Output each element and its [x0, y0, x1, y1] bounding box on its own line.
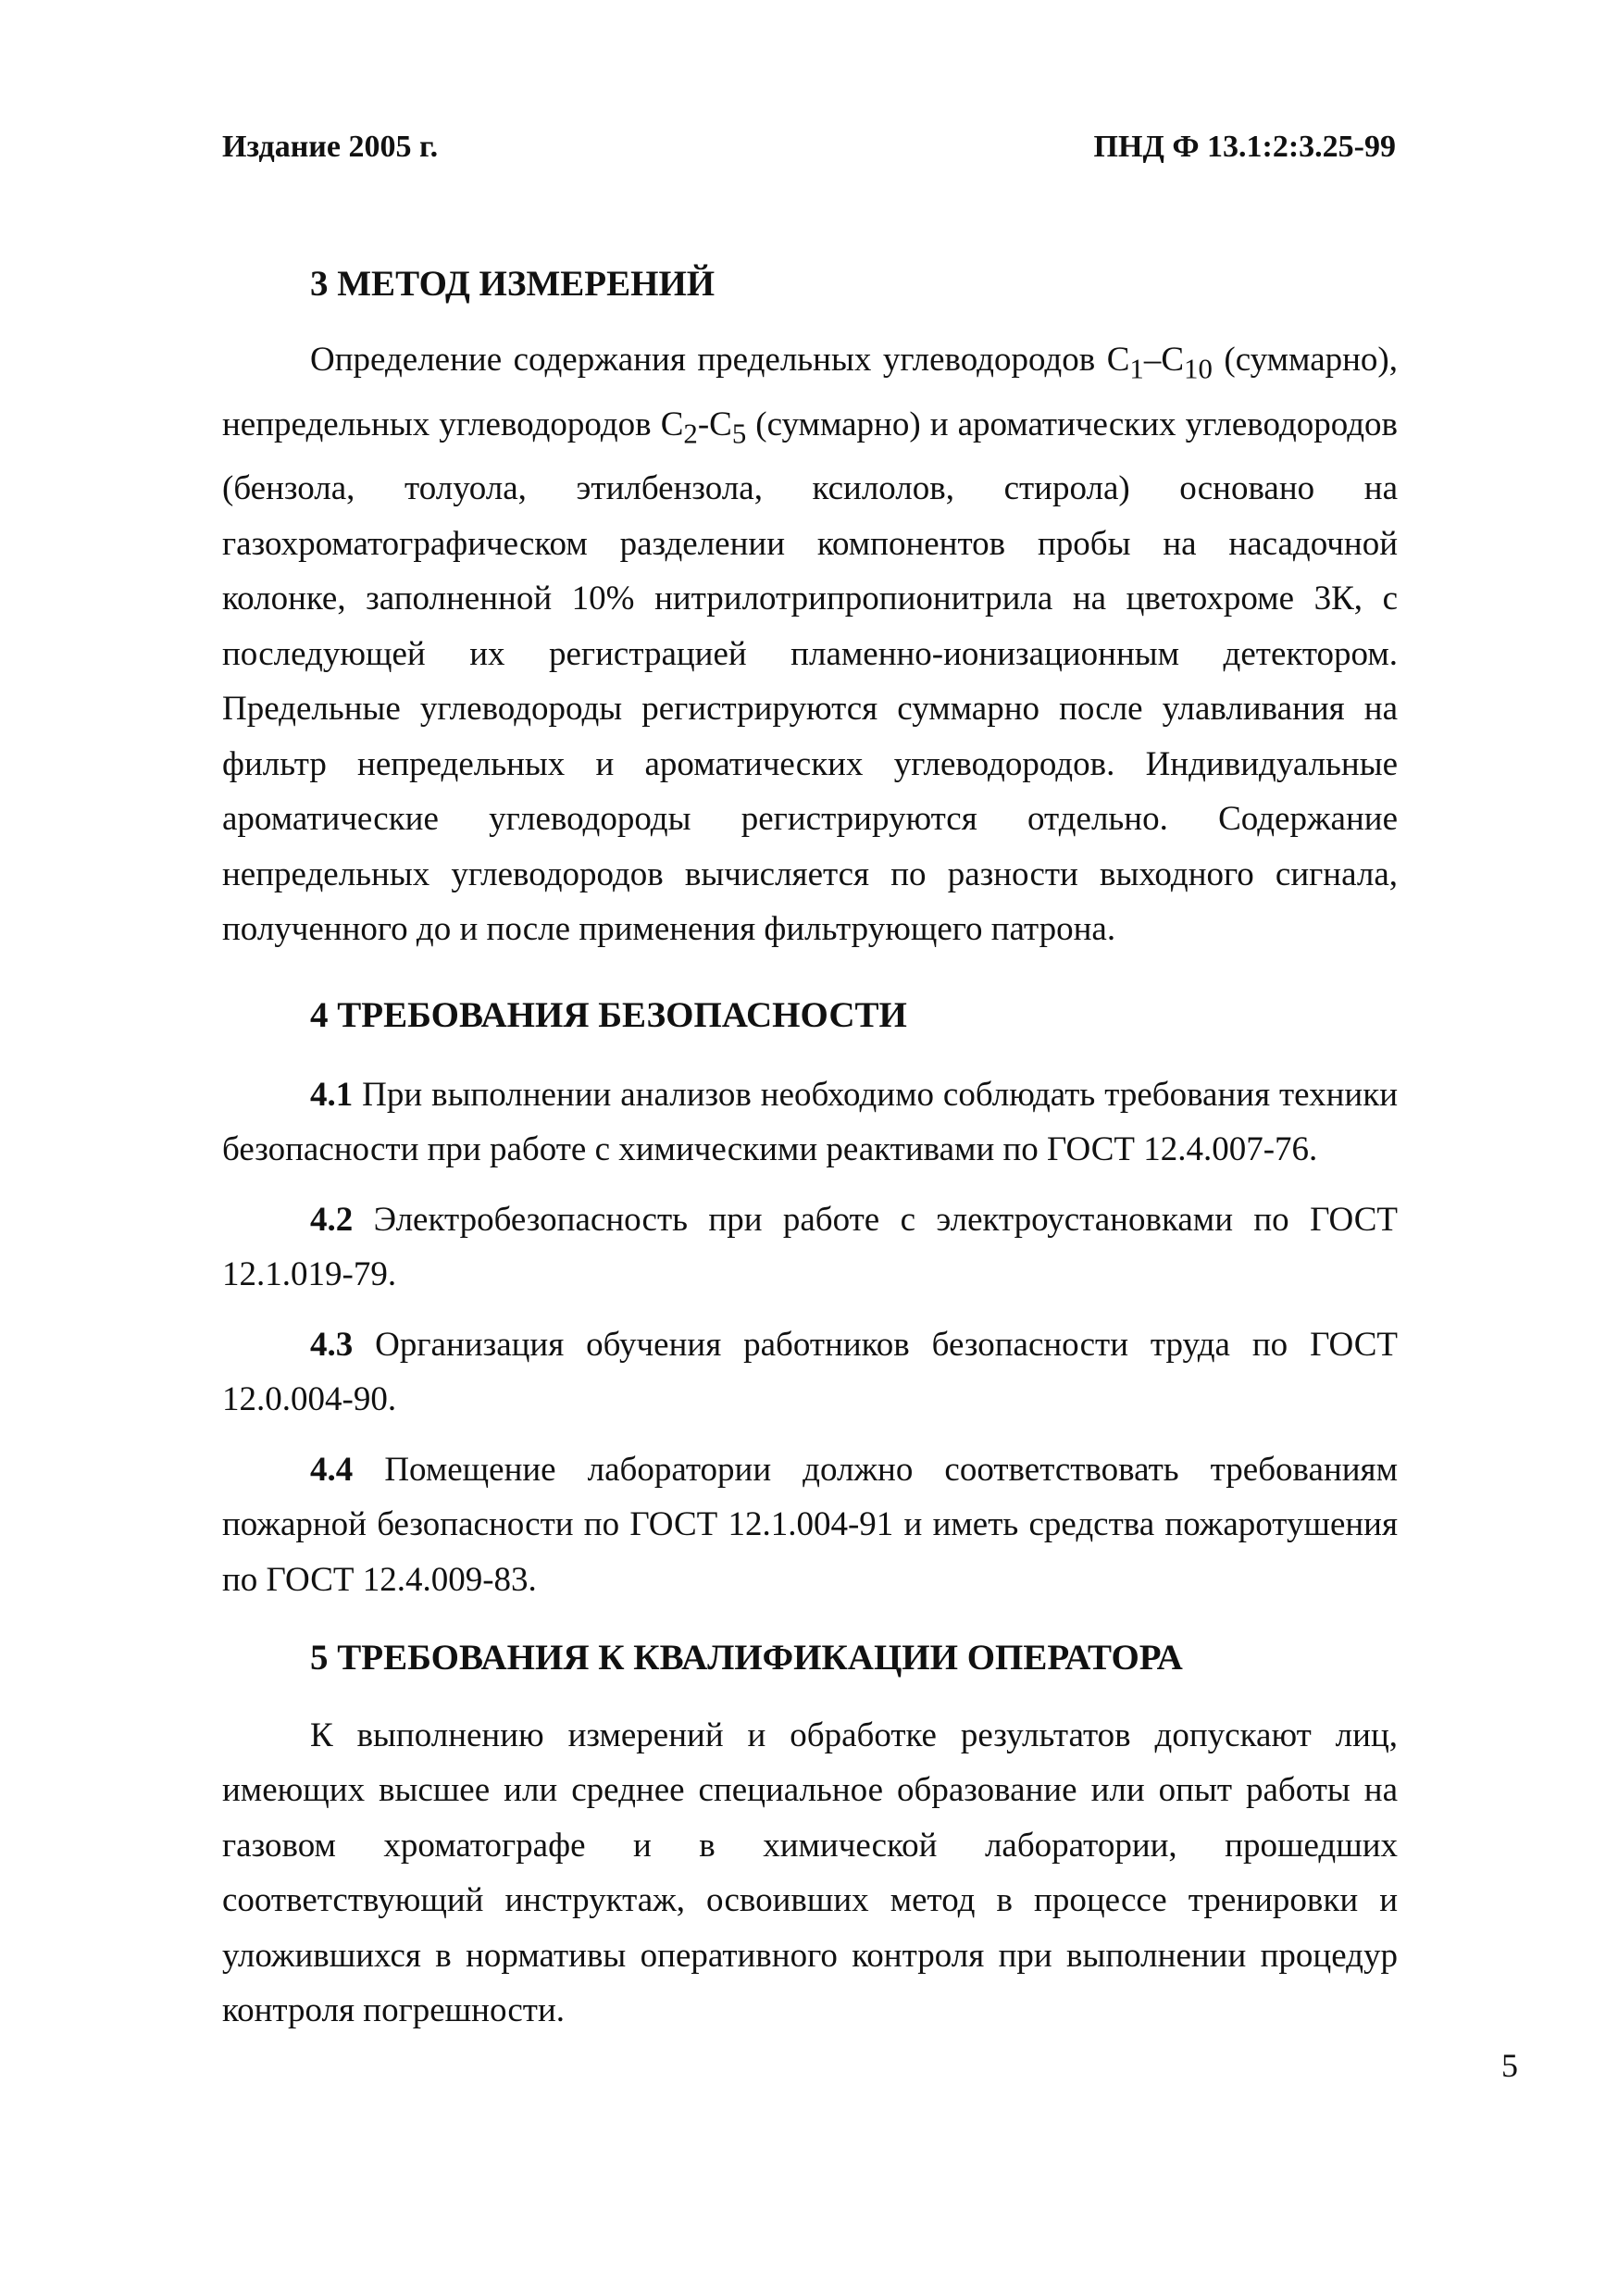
item-number: 4.2 [310, 1200, 354, 1239]
section-4-item: 4.4 Помещение лаборатории должно соответствовать требованиям пожарной безопасности по ГОСТ 12.1.004-91 и иметь средства пожаротушения по ГОСТ 12.4.009-83. [222, 1450, 1398, 1599]
edition-label: Издание 2005 г. [222, 130, 439, 164]
section-4-item: 4.2 Электробезопасность при работе с электроустановками по ГОСТ 12.1.019-79. [222, 1200, 1398, 1294]
section-5-title: 5 ТРЕБОВАНИЯ К КВАЛИФИКАЦИИ ОПЕРАТОРА [310, 1638, 1183, 1678]
section-4-item: 4.1 При выполнении анализов необходимо соблюдать требования техники безопасности при работе с химическими реактивами по ГОСТ 12.4.007-76. [222, 1075, 1398, 1169]
section-4-title: 4 ТРЕБОВАНИЯ БЕЗОПАСНОСТИ [310, 994, 907, 1035]
document-code: ПНД Ф 13.1:2:3.25-99 [1093, 130, 1396, 164]
section-4-item: 4.3 Организация обучения работников безопасности труда по ГОСТ 12.0.004-90. [222, 1325, 1398, 1419]
item-number: 4.3 [310, 1325, 354, 1364]
item-number: 4.1 [310, 1075, 354, 1114]
section-3-title: 3 МЕТОД ИЗМЕРЕНИЙ [310, 264, 716, 304]
section-5-paragraph: К выполнению измерений и обработке результатов допускают лиц, имеющих высшее или среднее специальное образование или опыт работы на газовом хроматографе и в химической лаборатории, прошедших соответствующий инструктаж, освоивших метод в процессе тренировки и уложившихся в нормативы оперативного контроля при выполнении процедур контроля погрешности. [222, 1716, 1398, 2030]
page-number: 5 [1501, 2047, 1518, 2084]
section-3-paragraph: Определение содержания предельных углеводородов $C_1-C_{10}$ (суммарно), непредельных углеводородов $C_2-C_5$ (суммарно) и ароматических углеводородов (бензола, толуола, этилбензола, ксилолов, стирола) основано на газохроматографическом разделении компонентов пробы на насадочной колонке, заполненной 10% нитрилотрипропионитрила на цветохроме 3К, с последующей их регистрацией пламенно-ионизационным детектором. Предельные углеводороды регистрируются суммарно после улавливания на фильтр непредельных и ароматических углеводородов. Индивидуальные ароматические углеводороды регистрируются отдельно. Содержание непредельных углеводородов вычисляется по разности выходного сигнала, полученного до и после применения фильтрующего патрона. [222, 340, 1399, 949]
item-number: 4.4 [310, 1450, 354, 1489]
page-content [222, 252, 1398, 2039]
